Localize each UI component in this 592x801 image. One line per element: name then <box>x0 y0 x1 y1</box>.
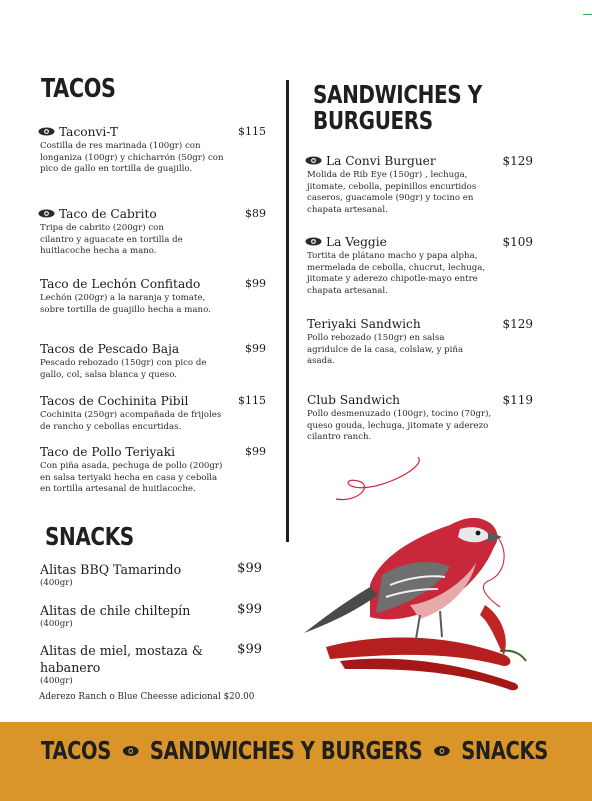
eye-icon <box>433 745 450 757</box>
snacks-title: SNACKS <box>45 522 134 551</box>
eye-icon <box>38 209 55 218</box>
column-divider <box>286 80 289 542</box>
menu-item-taconvi-t <box>38 125 266 176</box>
sandwiches-title-line2: BURGUERS <box>313 105 433 135</box>
item-price: $119 <box>502 393 533 407</box>
footer-text <box>41 736 548 765</box>
footer-sandwiches: SANDWICHES Y BURGERS <box>149 736 423 765</box>
item-price: $115 <box>238 394 266 407</box>
sandwiches-title <box>313 82 482 133</box>
item-price: $129 <box>502 317 533 331</box>
item-quantity: (400gr) <box>40 676 73 686</box>
menu-item-taco-de-cabrito <box>38 207 266 258</box>
red-thread <box>336 457 419 500</box>
bird-tail <box>304 587 378 633</box>
item-price: $99 <box>245 277 266 290</box>
item-name: Club Sandwich <box>307 393 401 407</box>
footer-snacks: SNACKS <box>461 736 548 765</box>
snack-item-alitas-bbq <box>40 561 262 588</box>
item-name: Alitas de miel, mostaza & habanero <box>40 643 204 675</box>
item-name: Taco de Cabrito <box>59 207 157 221</box>
sandwiches-title-line1: SANDWICHES Y <box>313 80 482 109</box>
item-name: La Veggie <box>326 235 387 249</box>
snack-item-alitas-chiltepin <box>40 602 262 629</box>
menu-item-la-convi-burguer <box>305 154 533 217</box>
item-name: Tacos de Cochinita Pibil <box>40 394 189 408</box>
item-quantity: (400gr) <box>40 619 73 629</box>
footer-tacos: TACOS <box>41 736 111 765</box>
item-description: Lechón (200gr) a la naranja y tomate, sobre tortilla de guajillo hecha a mano. <box>40 293 211 315</box>
item-price: $115 <box>238 125 266 138</box>
eye-icon <box>305 237 322 246</box>
crop-mark <box>583 14 592 15</box>
item-description: Tripa de cabrito (200gr) con cilantro y aguacate en tortilla de huitlacoche hecha a mano. <box>40 223 183 257</box>
menu-item-teriyaki-sandwich <box>307 317 533 368</box>
item-price: $89 <box>245 207 266 220</box>
item-description: Costilla de res marinada (100gr) con longaniza (100gr) y chicharrón (50gr) con pico de gallo en tortilla de guajillo. <box>40 141 224 175</box>
bird-eye <box>476 531 481 536</box>
item-description: Molida de Rib Eye (150gr) , lechuga, jitomate, cebolla, pepinillos encurtidos caseros, guacamole (90gr) y tocino en chapata artesanal. <box>307 170 477 216</box>
item-name: Teriyaki Sandwich <box>307 317 421 331</box>
chili-pepper <box>480 605 506 655</box>
item-description: Con piña asada, pechuga de pollo (200gr) en salsa teriyaki hecha en casa y cebolla en tortilla artesanal de huitlacoche. <box>40 461 223 495</box>
item-description: Pollo rebozado (150gr) en salsa agridulce de la casa, colslaw, y piña asada. <box>307 333 464 367</box>
footer-banner <box>0 722 592 801</box>
item-price: $99 <box>237 642 262 657</box>
item-name: La Convi Burguer <box>326 154 436 168</box>
eye-icon <box>38 127 55 136</box>
item-price: $99 <box>237 602 262 617</box>
menu-item-tacos-de-pescado <box>40 342 266 381</box>
eye-icon <box>122 745 139 757</box>
menu-item-la-veggie <box>305 235 533 298</box>
menu-item-club-sandwich <box>307 393 533 444</box>
eye-icon <box>305 156 322 165</box>
item-price: $109 <box>502 235 533 249</box>
item-description: Pollo desmenuzado (100gr), tocino (70gr), queso gouda, lechuga, jitomate y aderezo cilantro ranch. <box>307 409 492 443</box>
item-price: $99 <box>245 342 266 355</box>
item-description: Pescado rebozado (150gr) con pico de gallo, col, salsa blanca y queso. <box>40 358 207 380</box>
tacos-title: TACOS <box>41 74 116 104</box>
item-name: Taconvi-T <box>59 125 119 139</box>
item-price: $99 <box>245 445 266 458</box>
item-name: Taco de Pollo Teriyaki <box>40 445 175 459</box>
item-name: Alitas BBQ Tamarindo <box>40 562 182 577</box>
snacks-note: Aderezo Ranch o Blue Cheesse adicional $20.00 <box>39 692 255 702</box>
item-name: Taco de Lechón Confitado <box>40 277 201 291</box>
menu-item-tacos-de-cochinita <box>40 394 266 433</box>
item-price: $99 <box>237 561 262 576</box>
item-name: Alitas de chile chiltepín <box>40 603 191 618</box>
item-description: Tortita de plátano macho y papa alpha, mermelada de cebolla, chucrut, lechuga, jitomate y aderezo chipotle-mayo entre chapata artesanal. <box>307 251 486 297</box>
item-quantity: (400gr) <box>40 578 73 588</box>
item-price: $129 <box>502 154 533 168</box>
bird-illustration <box>300 455 530 695</box>
item-description: Cochinita (250gr) acompañada de frijoles de rancho y cebollas encurtidas. <box>40 410 222 432</box>
chili-pepper <box>340 659 518 691</box>
snack-item-alitas-miel <box>40 642 262 686</box>
menu-item-taco-de-lechon <box>40 277 266 316</box>
item-name: Tacos de Pescado Baja <box>40 342 180 356</box>
menu-item-taco-de-pollo-teriyaki <box>40 445 266 496</box>
